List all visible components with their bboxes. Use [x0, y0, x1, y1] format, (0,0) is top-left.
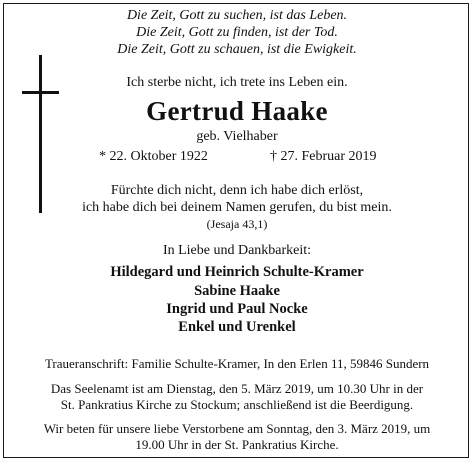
prayer-notice-line-1: Wir beten für unsere liebe Verstorbene am Sonntag, den 3. März 2019, um: [43, 421, 431, 436]
mourning-address: Traueranschrift: Familie Schulte-Kramer, In den Erlen 11, 59846 Sundern: [44, 356, 430, 371]
mourner-name: Hildegard und Heinrich Schulte-Kramer: [110, 264, 364, 280]
poem-line-3: Die Zeit, Gott zu schauen, ist die Ewigkeit.: [117, 42, 357, 57]
birth-date: * 22. Oktober 1922: [99, 149, 208, 164]
deceased-name: Gertrud Haake: [146, 96, 328, 126]
prayer-notice-line-2: 19.00 Uhr in der St. Pankratius Kirche.: [135, 437, 339, 452]
motto: Ich sterbe nicht, ich trete ins Leben ein.: [126, 75, 348, 90]
poem-line-2: Die Zeit, Gott zu finden, ist der Tod.: [136, 25, 338, 40]
mourner-name: Sabine Haake: [194, 283, 280, 299]
mourner-name: Enkel und Urenkel: [178, 319, 296, 335]
funeral-notice-line-2: St. Pankratius Kirche zu Stockum; anschließend ist die Beerdigung.: [60, 397, 414, 412]
verse-reference: (Jesaja 43,1): [206, 217, 268, 231]
death-date: † 27. Februar 2019: [270, 149, 377, 164]
verse-line-1: Fürchte dich nicht, denn ich habe dich erlöst,: [110, 183, 364, 198]
maiden-name: geb. Vielhaber: [196, 129, 278, 144]
poem-line-1: Die Zeit, Gott zu suchen, ist das Leben.: [126, 8, 348, 23]
mourners-intro: In Liebe und Dankbarkeit:: [162, 243, 312, 258]
funeral-notice-line-1: Das Seelenamt ist am Dienstag, den 5. März 2019, um 10.30 Uhr in der: [50, 381, 424, 396]
mourner-name: Ingrid und Paul Nocke: [166, 301, 308, 317]
verse-line-2: ich habe dich bei deinem Namen gerufen, du bist mein.: [82, 200, 392, 215]
